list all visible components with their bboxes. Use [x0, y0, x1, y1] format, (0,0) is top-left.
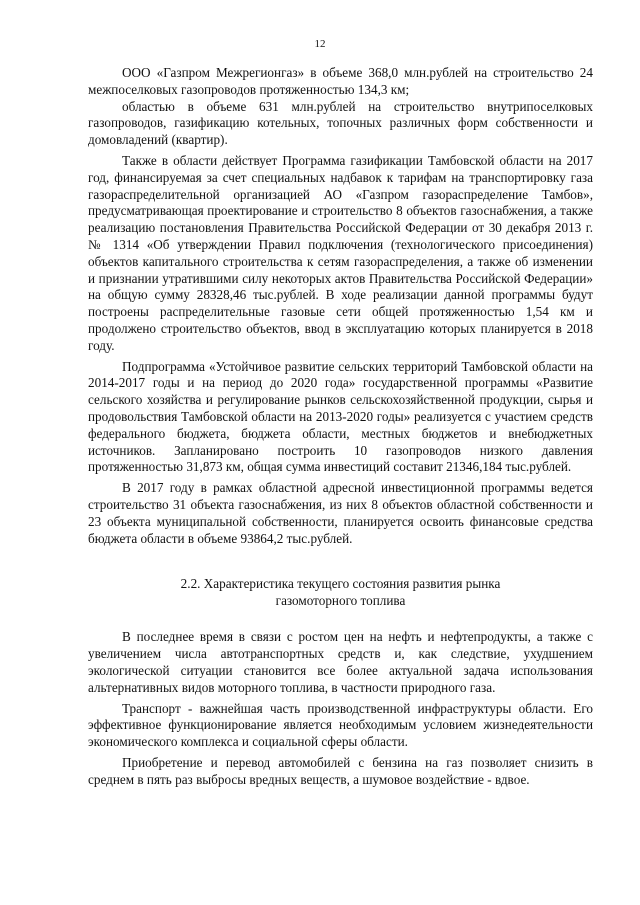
paragraph: Также в области действует Программа газификации Тамбовской области на 2017 год, финансируемая за счет специальных надбавок к тарифам на транспортировку газа газораспределительной организацией АО «Газпром газораспределение Тамбов», предусматривающая проектирование и строительство 8 объектов газоснабжения, а также реализацию постановления Правительства Российской Федерации от 30 декабря 2013 г. № 1314 «Об утверждении Правил подключения (технологического присоединения) объектов капитального строительства к сетям газораспределения, а также об изменении и признании утратившими силу некоторых актов Правительства Российской Федерации» на общую сумму 28328,46 тыс.рублей. В ходе реализации данной программы будут построены распределительные газовые сети общей протяженностью 1,54 км и продолжено строительство объектов, ввод в эксплуатацию которых планируется в 2018 году.: [88, 152, 593, 353]
page-number: 12: [314, 38, 326, 50]
section-heading-line-1: 2.2. Характеристика текущего состояния развития рынка: [180, 576, 501, 592]
paragraph: Транспорт - важнейшая часть производственной инфраструктуры области. Его эффективное функционирование является необходимым условием жизнедеятельности экономического комплекса и социальной сферы области.: [88, 700, 593, 750]
paragraph: Приобретение и перевод автомобилей с бензина на газ позволяет снизить в среднем в пять раз выбросы вредных веществ, а шумовое воздействие - вдвое.: [88, 754, 593, 787]
paragraph: В 2017 году в рамках областной адресной инвестиционной программы ведется строительство 31 объекта газоснабжения, из них 8 объектов областной собственности и 23 объекта муниципальной собственности, планируется освоить финансовые средства бюджета области в объеме 93864,2 тыс.рублей.: [88, 480, 593, 546]
paragraph: ООО «Газпром Межрегионгаз» в объеме 368,0 млн.рублей на строительство 24 межпоселковых газопроводов протяженностью 134,3 км;: [88, 65, 593, 97]
paragraph: областью в объеме 631 млн.рублей на строительство внутрипоселковых газопроводов, газификацию котельных, топочных различных форм собственности и домовладений (квартир).: [88, 98, 593, 148]
section-heading: [88, 575, 593, 609]
paragraph: Подпрограмма «Устойчивое развитие сельских территорий Тамбовской области на 2014-2017 годы и на период до 2020 года» государственной программы «Развитие сельского хозяйства и регулирование рынков сельскохозяйственной продукции, сырья и продовольствия Тамбовской области на 2013-2020 годы» реализуется с участием средств федерального бюджета, бюджета области, местных бюджетов и внебюджетных источников. Запланировано построить 10 газопроводов низкого давления протяженностью 31,873 км, общая сумма инвестиций составит 21346,184 тыс.рублей.: [88, 358, 593, 475]
document-body: [88, 65, 593, 788]
section-heading-line-2: газомоторного топлива: [275, 593, 406, 609]
paragraph: В последнее время в связи с ростом цен на нефть и нефтепродукты, а также с увеличением числа автотранспортных средств и, как следствие, ухудшением экологической ситуации становится все более актуальной задача использования альтернативных видов моторного топлива, в частности природного газа.: [88, 629, 593, 695]
